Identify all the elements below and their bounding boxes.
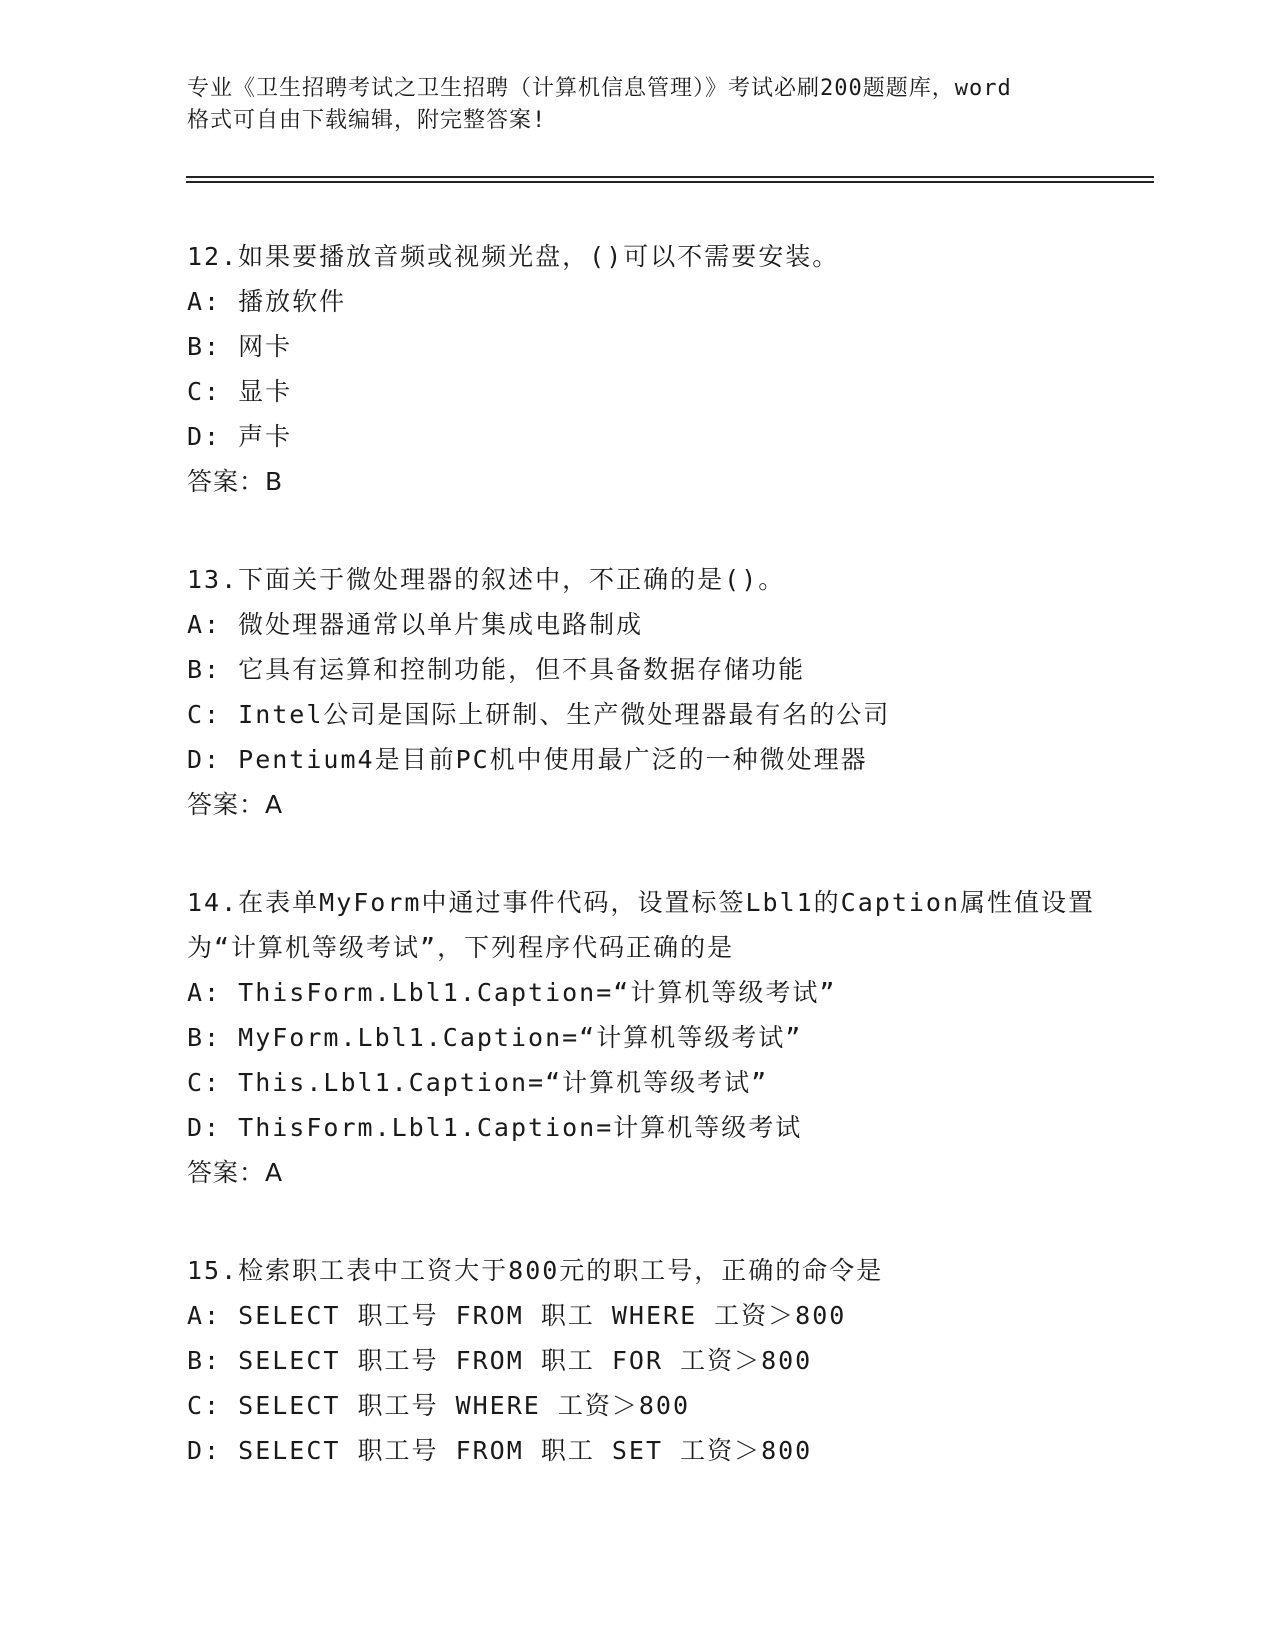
answer-line: 答案：A — [187, 1158, 284, 1187]
question-stem: 14.在表单MyForm中通过事件代码，设置标签Lbl1的Caption属性值设置为“计算机等级考试”，下列程序代码正确的是 — [187, 888, 1096, 962]
answer-line: 答案：A — [187, 790, 284, 819]
question-stem: 12.如果要播放音频或视频光盘，()可以不需要安装。 — [187, 242, 840, 271]
option-c: C: Intel公司是国际上研制、生产微处理器最有名的公司 — [187, 700, 891, 729]
option-a: A: ThisForm.Lbl1.Caption=“计算机等级考试” — [187, 978, 837, 1007]
header-line-2: 格式可自由下载编辑，附完整答案! — [187, 108, 547, 133]
header-line-1: 专业《卫生招聘考试之卫生招聘（计算机信息管理）》考试必刷200题题库，word — [187, 76, 1012, 101]
question-15 — [187, 1248, 1147, 1473]
question-stem: 15.检索职工表中工资大于800元的职工号，正确的命令是 — [187, 1256, 884, 1285]
question-13 — [187, 557, 1147, 827]
question-list — [187, 234, 1147, 1526]
option-c: C: 显卡 — [187, 377, 293, 406]
option-b: B: MyForm.Lbl1.Caption=“计算机等级考试” — [187, 1023, 803, 1052]
option-d: D: Pentium4是目前PC机中使用最广泛的一种微处理器 — [187, 745, 868, 774]
header-divider-top — [186, 176, 1154, 178]
question-14 — [187, 880, 1147, 1195]
option-a: A: SELECT 职工号 FROM 职工 WHERE 工资＞800 — [187, 1301, 847, 1330]
option-a: A: 播放软件 — [187, 287, 347, 316]
option-c: C: SELECT 职工号 WHERE 工资＞800 — [187, 1391, 691, 1420]
option-a: A: 微处理器通常以单片集成电路制成 — [187, 610, 644, 639]
question-12 — [187, 234, 1147, 504]
option-b: B: SELECT 职工号 FROM 职工 FOR 工资＞800 — [187, 1346, 813, 1375]
option-b: B: 它具有运算和控制功能，但不具备数据存储功能 — [187, 655, 806, 684]
option-b: B: 网卡 — [187, 332, 293, 361]
document-header — [187, 73, 1087, 137]
header-divider-bottom — [186, 181, 1154, 183]
question-stem: 13.下面关于微处理器的叙述中，不正确的是()。 — [187, 565, 786, 594]
option-d: D: ThisForm.Lbl1.Caption=计算机等级考试 — [187, 1113, 803, 1142]
option-d: D: 声卡 — [187, 422, 293, 451]
answer-line: 答案：B — [187, 467, 284, 496]
option-c: C: This.Lbl1.Caption=“计算机等级考试” — [187, 1068, 769, 1097]
option-d: D: SELECT 职工号 FROM 职工 SET 工资＞800 — [187, 1436, 813, 1465]
